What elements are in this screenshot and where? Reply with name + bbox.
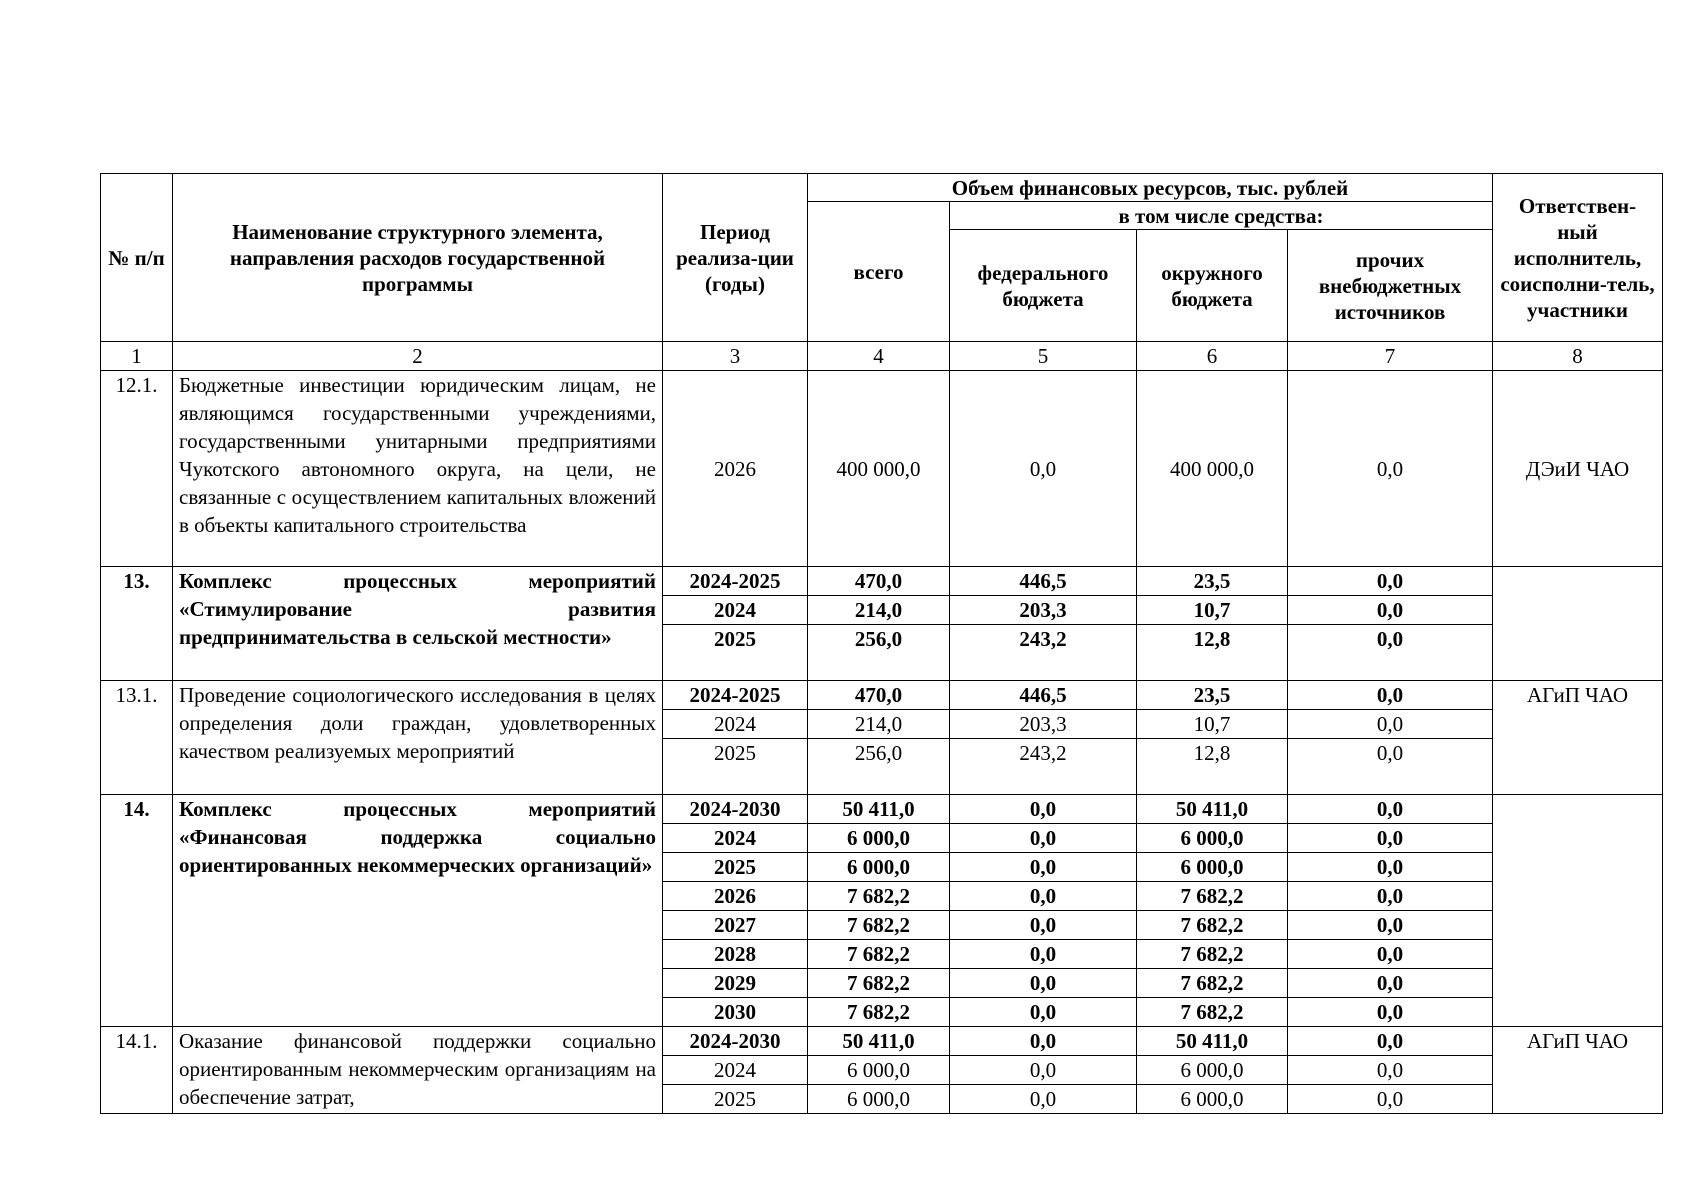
cell-other: 0,0 [1288,824,1493,853]
cell-federal: 0,0 [950,1085,1137,1114]
cell-district: 7 682,2 [1137,911,1288,940]
cell-other: 0,0 [1288,882,1493,911]
cell-district: 23,5 [1137,681,1288,710]
cell-total: 50 411,0 [808,795,950,824]
cell-district: 23,5 [1137,567,1288,596]
cell-period: 2026 [663,882,808,911]
table-row [101,371,1663,567]
column-number-row [101,342,1663,371]
cell-district: 6 000,0 [1137,1085,1288,1114]
row-responsible [1493,567,1663,681]
cell-period: 2029 [663,969,808,998]
cell-other: 0,0 [1288,567,1493,596]
cell-total: 7 682,2 [808,969,950,998]
cell-total: 256,0 [808,739,950,795]
cell-federal: 0,0 [950,969,1137,998]
cell-federal: 0,0 [950,371,1137,567]
header-including: в том числе средства: [950,202,1493,230]
header-volume: Объем финансовых ресурсов, тыс. рублей [808,174,1493,202]
column-number: 8 [1493,342,1663,371]
column-number: 4 [808,342,950,371]
column-number: 3 [663,342,808,371]
row-name: Комплекс процессных мероприятий «Финансовая поддержка социально ориентированных некоммерческих организаций» [173,795,663,1027]
cell-total: 7 682,2 [808,940,950,969]
cell-district: 7 682,2 [1137,940,1288,969]
cell-period: 2024 [663,1056,808,1085]
cell-federal: 0,0 [950,911,1137,940]
column-number: 7 [1288,342,1493,371]
cell-period: 2024-2025 [663,681,808,710]
cell-district: 50 411,0 [1137,1027,1288,1056]
cell-total: 470,0 [808,681,950,710]
column-number: 6 [1137,342,1288,371]
cell-district: 7 682,2 [1137,998,1288,1027]
cell-federal: 203,3 [950,710,1137,739]
cell-total: 400 000,0 [808,371,950,567]
cell-federal: 0,0 [950,882,1137,911]
cell-period: 2024 [663,710,808,739]
cell-district: 10,7 [1137,596,1288,625]
cell-federal: 446,5 [950,681,1137,710]
cell-district: 7 682,2 [1137,969,1288,998]
row-number: 14. [101,795,173,1027]
cell-district: 7 682,2 [1137,882,1288,911]
row-number: 13. [101,567,173,681]
cell-total: 256,0 [808,625,950,681]
header-total: всего [808,202,950,342]
cell-federal: 203,3 [950,596,1137,625]
financing-table [100,173,1663,1114]
row-number: 12.1. [101,371,173,567]
cell-period: 2025 [663,853,808,882]
cell-total: 214,0 [808,596,950,625]
cell-total: 7 682,2 [808,998,950,1027]
cell-period: 2024-2025 [663,567,808,596]
cell-other: 0,0 [1288,681,1493,710]
row-name: Бюджетные инвестиции юридическим лицам, не являющимся государственными учреждениями, государственными унитарными предприятиями Чукотского автономного округа, на цели, не связанные с осуществлением капитальных вложений в объекты капитального строительства [173,371,663,567]
header-other: прочих внебюджетных источников [1288,230,1493,342]
cell-district: 12,8 [1137,625,1288,681]
cell-federal: 0,0 [950,795,1137,824]
cell-other: 0,0 [1288,911,1493,940]
column-number: 1 [101,342,173,371]
cell-other: 0,0 [1288,998,1493,1027]
header-period: Период реализа-ции (годы) [663,174,808,342]
column-number: 2 [173,342,663,371]
cell-period: 2028 [663,940,808,969]
row-name: Оказание финансовой поддержки социально ориентированным некоммерческим организациям на обеспечение затрат, [173,1027,663,1114]
cell-federal: 0,0 [950,998,1137,1027]
cell-total: 6 000,0 [808,1085,950,1114]
cell-other: 0,0 [1288,940,1493,969]
cell-total: 6 000,0 [808,824,950,853]
cell-district: 6 000,0 [1137,853,1288,882]
cell-federal: 0,0 [950,940,1137,969]
cell-total: 50 411,0 [808,1027,950,1056]
cell-district: 400 000,0 [1137,371,1288,567]
table-row [101,681,1663,710]
table-row [101,567,1663,596]
cell-other: 0,0 [1288,853,1493,882]
header-name: Наименование структурного элемента, направления расходов государственной программы [173,174,663,342]
cell-period: 2025 [663,1085,808,1114]
cell-other: 0,0 [1288,371,1493,567]
row-responsible [1493,795,1663,1027]
cell-federal: 0,0 [950,824,1137,853]
cell-period: 2024-2030 [663,1027,808,1056]
cell-total: 470,0 [808,567,950,596]
row-responsible: ДЭиИ ЧАО [1493,371,1663,567]
cell-federal: 0,0 [950,1027,1137,1056]
cell-federal: 243,2 [950,739,1137,795]
cell-other: 0,0 [1288,1085,1493,1114]
cell-other: 0,0 [1288,1027,1493,1056]
cell-period: 2026 [663,371,808,567]
cell-other: 0,0 [1288,795,1493,824]
cell-other: 0,0 [1288,739,1493,795]
cell-district: 10,7 [1137,710,1288,739]
cell-period: 2024 [663,596,808,625]
row-responsible: АГиП ЧАО [1493,1027,1663,1114]
cell-district: 50 411,0 [1137,795,1288,824]
cell-district: 12,8 [1137,739,1288,795]
cell-other: 0,0 [1288,625,1493,681]
header-responsible: Ответствен-ный исполнитель, соисполни-тель, участники [1493,174,1663,342]
row-name: Проведение социологического исследования в целях определения доли граждан, удовлетворенных качеством реализуемых мероприятий [173,681,663,795]
cell-total: 7 682,2 [808,882,950,911]
cell-district: 6 000,0 [1137,1056,1288,1085]
row-number: 14.1. [101,1027,173,1114]
cell-period: 2024-2030 [663,795,808,824]
cell-total: 6 000,0 [808,853,950,882]
cell-other: 0,0 [1288,1056,1493,1085]
cell-federal: 0,0 [950,853,1137,882]
row-responsible: АГиП ЧАО [1493,681,1663,795]
cell-federal: 446,5 [950,567,1137,596]
cell-period: 2027 [663,911,808,940]
cell-other: 0,0 [1288,710,1493,739]
header-district: окружного бюджета [1137,230,1288,342]
row-number: 13.1. [101,681,173,795]
cell-district: 6 000,0 [1137,824,1288,853]
cell-total: 214,0 [808,710,950,739]
cell-other: 0,0 [1288,969,1493,998]
cell-other: 0,0 [1288,596,1493,625]
cell-federal: 0,0 [950,1056,1137,1085]
column-number: 5 [950,342,1137,371]
row-name: Комплекс процессных мероприятий «Стимулирование развития предпринимательства в сельской местности» [173,567,663,681]
cell-period: 2025 [663,739,808,795]
cell-federal: 243,2 [950,625,1137,681]
table-row [101,1027,1663,1056]
header-federal: федерального бюджета [950,230,1137,342]
cell-period: 2024 [663,824,808,853]
header-num: № п/п [101,174,173,342]
cell-total: 7 682,2 [808,911,950,940]
cell-period: 2025 [663,625,808,681]
cell-total: 6 000,0 [808,1056,950,1085]
cell-period: 2030 [663,998,808,1027]
table-row [101,795,1663,824]
